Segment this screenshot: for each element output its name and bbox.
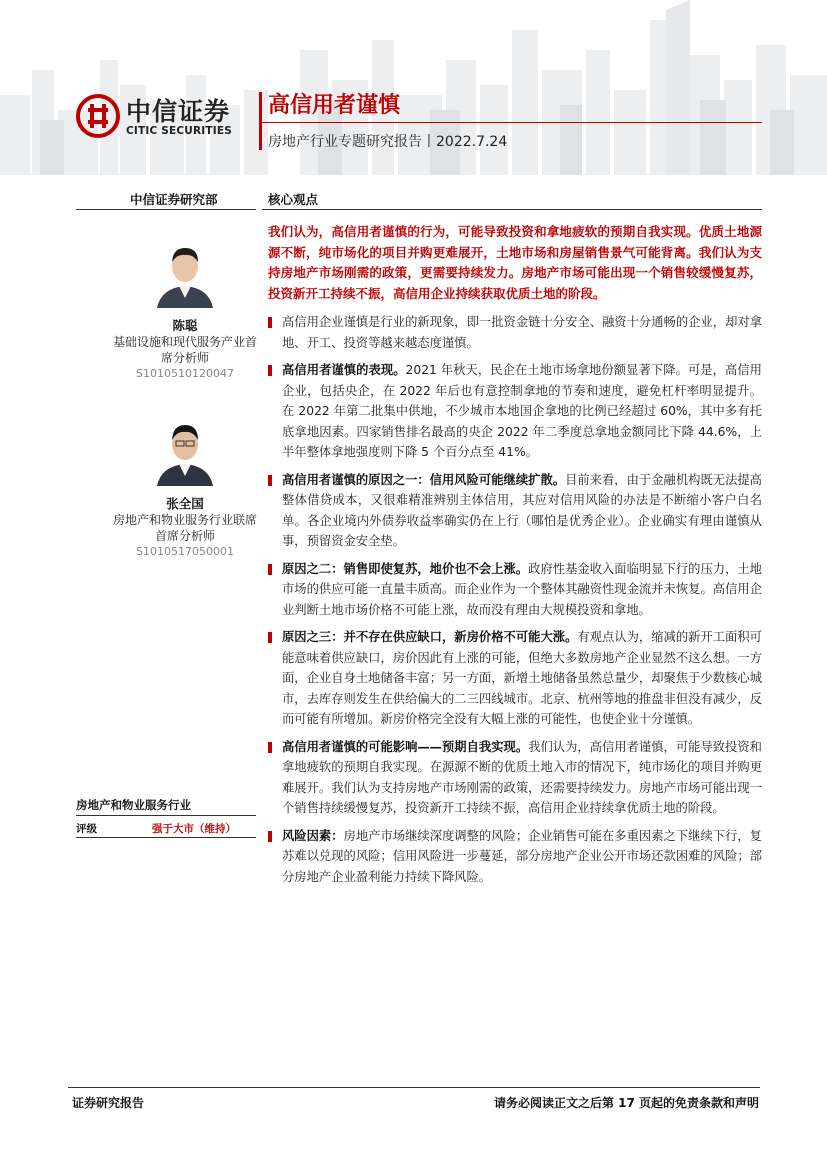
title-accent-bar <box>259 92 262 150</box>
paragraph-text: 高信用企业谨慎是行业的新现象，即一批资金链十分安全、融资十分通畅的企业，却对拿地、开工、投资等越来越态度谨慎。 <box>282 315 762 350</box>
bullet-marker <box>268 365 272 376</box>
bullet-marker <box>268 831 272 842</box>
analyst-avatar-icon <box>149 414 221 486</box>
viewpoint-paragraph <box>268 627 762 730</box>
analyst-role: 基础设施和现代服务产业首席分析师 <box>112 335 257 365</box>
citic-securities-logo <box>76 92 246 142</box>
summary-text: 我们认为，高信用者谨慎的行为，可能导致投资和拿地疲软的预期自我实现。优质土地源源不断，纯市场化的项目并购更难展开，土地市场和房屋销售景气可能背离。我们认为支持房地产市场刚需的政策，更需要持续发力。房地产市场可能出现一个销售较缓慢复苏，投资新开工持续不振，高信用企业持续获取优质土地的阶段。 <box>268 224 762 301</box>
rating-value: 强于大市（维持） <box>152 823 236 835</box>
title-divider <box>262 122 762 123</box>
viewpoint-paragraph <box>268 559 762 621</box>
paragraph-heading: 原因之三：并不存在供应缺口，新房价格不可能大涨。 <box>282 630 578 644</box>
main-divider <box>262 209 762 210</box>
viewpoint-paragraph <box>268 312 762 353</box>
paragraph-text: 政府性基金收入面临明显下行的压力，土地市场的供应可能一直量丰质高。而企业作为一个整体其融资性现金流并未恢复。高信用企业判断土地市场价格不可能上涨，故而没有理由大规模投资和拿地。 <box>282 561 762 617</box>
sidebar-divider <box>76 209 256 210</box>
sector-name: 房地产和物业服务行业 <box>76 798 191 812</box>
bullet-marker <box>268 564 272 575</box>
paragraph-text: 房地产市场继续深度调整的风险；企业销售可能在多重因素之下继续下行，复苏难以兑现的风险；信用风险进一步蔓延，部分房地产企业公开市场还款困难的风险；部分房地产企业盈利能力持续下降风险。 <box>282 828 762 884</box>
analyst-name: 陈聪 <box>172 318 198 333</box>
logo-english-text: CITIC SECURITIES <box>126 125 233 137</box>
analyst-card <box>110 236 260 382</box>
rating-label: 评级 <box>76 823 97 835</box>
bullet-marker <box>268 317 272 328</box>
bullet-marker <box>268 632 272 643</box>
bullet-marker <box>268 475 272 486</box>
report-title: 高信用者谨慎 <box>268 93 401 118</box>
core-viewpoints <box>268 222 762 894</box>
paragraph-heading: 风险因素： <box>282 828 344 843</box>
report-subtitle: 房地产行业专题研究报告丨2022.7.24 <box>268 134 508 150</box>
bullet-marker <box>268 742 272 753</box>
footer-divider <box>68 1087 760 1088</box>
section-label: 核心观点 <box>268 192 319 207</box>
paragraph-text: 我们认为，高信用者谨慎，可能导致投资和拿地疲软的预期自我实现。在源源不断的优质土地入市的情况下，纯市场化的项目并购更难展开。我们认为支持房地产市场刚需的政策，还需要持续发力。房地产市场可能出现一个销售持续缓慢复苏，投资新开工持续不振，高信用企业持续拿优质土地的阶段。 <box>282 739 762 815</box>
footer-report-type: 证券研究报告 <box>72 1096 145 1110</box>
paragraph-heading: 高信用者谨慎的可能影响——预期自我实现。 <box>282 739 529 754</box>
paragraph-text: 2021 年秋天，民企在土地市场拿地份额显著下降。可是，高信用企业，包括央企，在 2022 年后也有意控制拿地的节奏和速度，避免杠杆率明显提升。在 2022 年第二批集中供地，不少城市本地国企拿地的比例已经超过 60%，其中多有托底拿地因素。四家销售排名最高的央企 2022 年二季度总拿地金额同比下降 44.6%，上半年整体拿地强度则下降 5 个百分点至 41%。 <box>282 363 762 459</box>
logo-chinese-text: 中信证券 <box>126 97 231 126</box>
analyst-role: 房地产和物业服务行业联席首席分析师 <box>112 513 257 543</box>
analyst-name: 张全国 <box>166 496 204 511</box>
analyst-card <box>110 414 260 560</box>
rating-divider <box>76 837 256 838</box>
viewpoint-paragraph <box>268 470 762 552</box>
viewpoint-paragraph <box>268 826 762 888</box>
citic-logo-icon <box>76 94 120 138</box>
sector-divider <box>76 815 256 816</box>
paragraph-heading: 原因之二：销售即使复苏，地价也不会上涨。 <box>282 561 529 576</box>
footer-disclaimer: 请务必阅读正文之后第 17 页起的免责条款和声明 <box>493 1096 759 1110</box>
paragraph-heading: 高信用者谨慎的表现。 <box>282 363 406 377</box>
analyst-license-id: S1010510120047 <box>136 367 234 380</box>
viewpoint-paragraph <box>268 360 762 463</box>
paragraph-text: 目前来看，由于金融机构既无法提高整体借贷成本，又很难精准辨别主体信用，其应对信用风险的办法是不断缩小客户白名单。各企业境内外债券收益率确实仍在上行（哪怕是优秀企业）。企业确实有理由谨慎从事，预留资金安全垫。 <box>282 472 762 548</box>
analyst-avatar-icon <box>149 236 221 308</box>
research-department: 中信证券研究部 <box>130 192 218 207</box>
analyst-license-id: S1010517050001 <box>136 545 234 558</box>
paragraph-text: 有观点认为，缩减的新开工面积可能意味着供应缺口，房价因此有上涨的可能，但绝大多数房地产企业显然不这么想。一方面，企业自身土地储备丰富；另一方面，新增土地储备虽然总量少，却聚焦于少数核心城市，去库存则发生在供给偏大的二三四线城市。北京、杭州等地的推盘非但没有减少，反而可能有所增加。新房价格完全没有大幅上涨的可能性，也使企业十分谨慎。 <box>282 630 762 726</box>
paragraph-heading: 高信用者谨慎的原因之一：信用风险可能继续扩散。 <box>282 472 566 487</box>
viewpoint-paragraph <box>268 737 762 819</box>
